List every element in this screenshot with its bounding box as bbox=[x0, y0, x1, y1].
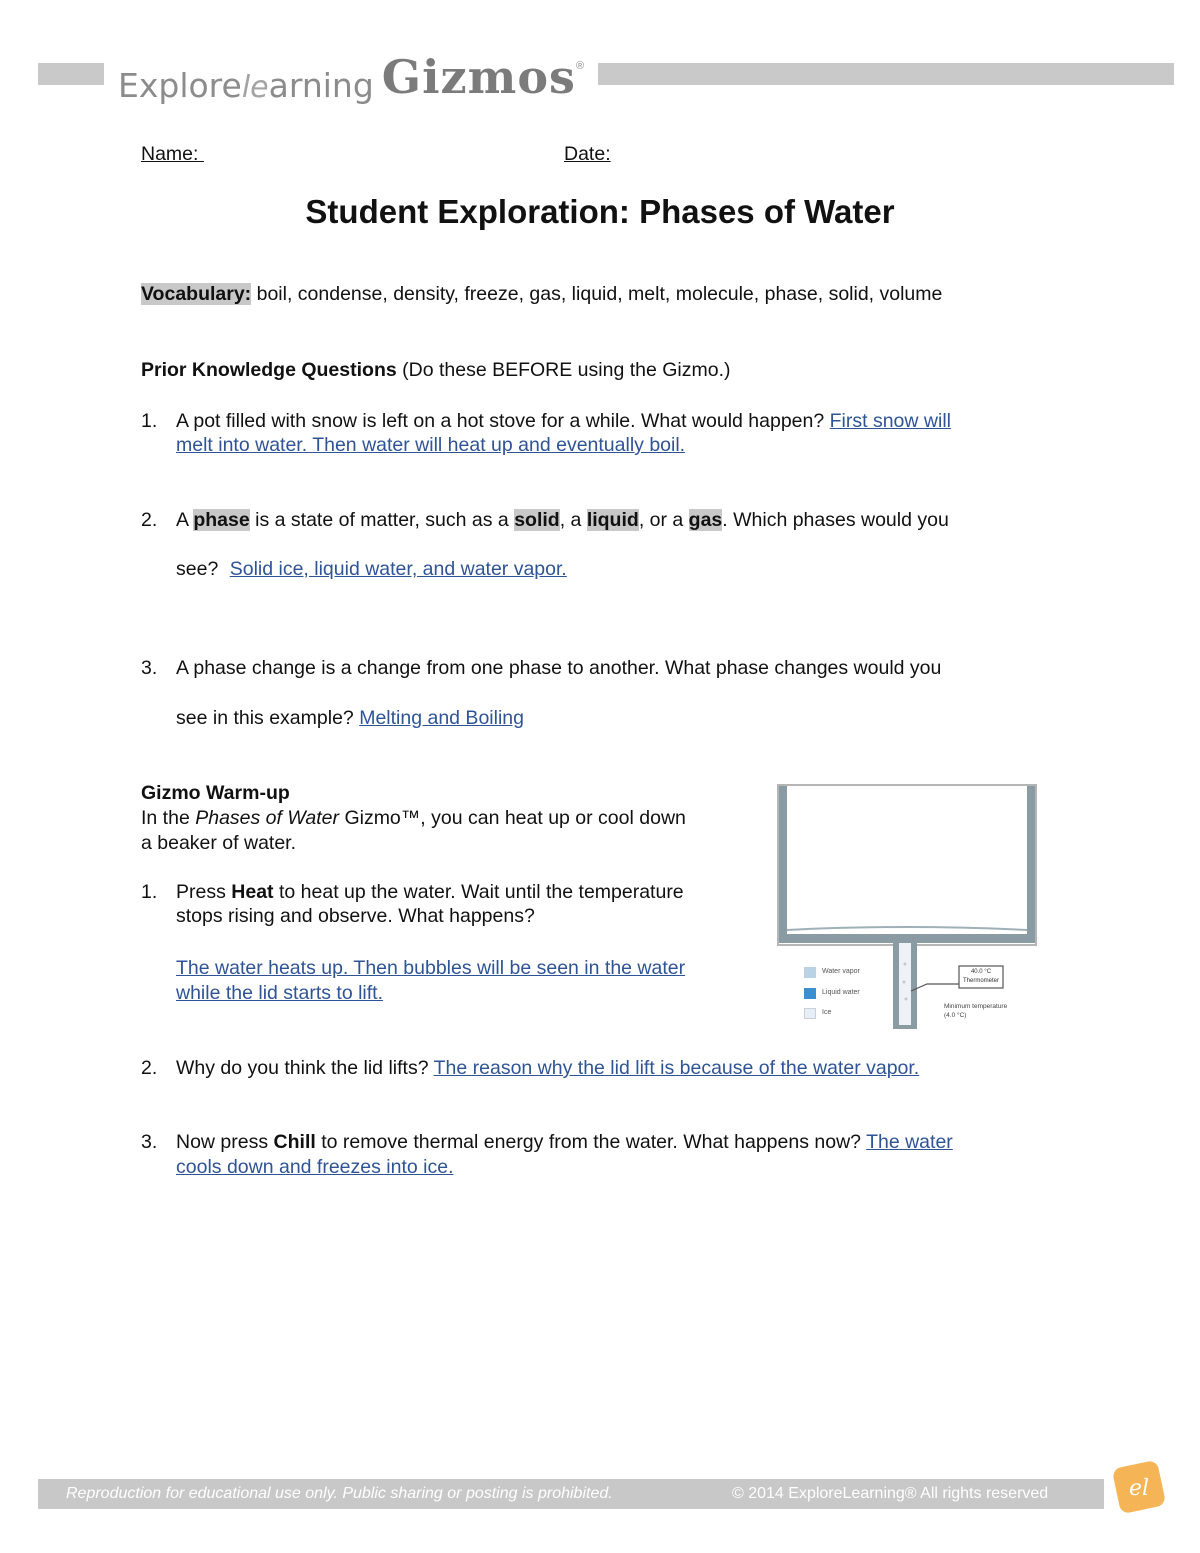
phases-of-water-diagram bbox=[777, 784, 1037, 1030]
prior-q1-number: 1. bbox=[141, 410, 158, 432]
prior-knowledge-heading bbox=[141, 359, 731, 382]
legend-liquid: Liquid water bbox=[822, 989, 860, 996]
warmup-q1-answer-1[interactable]: The water heats up. Then bubbles will be seen in the water bbox=[176, 957, 686, 979]
term-phase: phase bbox=[193, 509, 250, 531]
page-title: Student Exploration: Phases of Water bbox=[305, 193, 895, 230]
brand-script: le bbox=[241, 70, 269, 105]
chill-term: Chill bbox=[273, 1131, 316, 1153]
legend-ice: Ice bbox=[822, 1009, 832, 1016]
term-solid: solid bbox=[514, 509, 560, 531]
heat-term: Heat bbox=[231, 881, 274, 903]
legend-swatch-vapor bbox=[804, 967, 816, 978]
prior-q2-number: 2. bbox=[141, 509, 158, 531]
prior-q2: A phase is a state of matter, such as a solid, a liquid, or a gas. Which phases would you bbox=[176, 509, 949, 531]
warmup-q3-answer-2[interactable]: cools down and freezes into ice. bbox=[176, 1156, 454, 1178]
date-label: Date: bbox=[564, 143, 611, 165]
brand-gizmos: Gizmos bbox=[381, 50, 576, 104]
explorelearning-badge-icon bbox=[1110, 1458, 1168, 1516]
warmup-q2-answer[interactable]: The reason why the lid lift is because of the water vapor. bbox=[433, 1057, 920, 1079]
warmup-q1-text-2: stops rising and observe. What happens? bbox=[176, 905, 535, 927]
warmup-q2-text: Why do you think the lid lifts? bbox=[176, 1057, 429, 1079]
date-field[interactable] bbox=[564, 143, 611, 166]
warmup-intro-2: a beaker of water. bbox=[141, 832, 297, 854]
brand-reg: ® bbox=[575, 60, 585, 72]
name-field[interactable] bbox=[141, 143, 204, 166]
brand-learning: arning bbox=[268, 66, 374, 105]
thermometer-label: Thermometer bbox=[962, 978, 999, 984]
warmup-q2-number: 2. bbox=[141, 1057, 158, 1079]
prior-q1-answer-1[interactable]: First snow will bbox=[829, 410, 951, 432]
prior-q1-answer-2[interactable]: melt into water. Then water will heat up and eventually boil. bbox=[176, 434, 686, 456]
header-bar-right bbox=[598, 63, 1174, 85]
footer-disclaimer: Reproduction for educational use only. Public sharing or posting is prohibited. bbox=[66, 1485, 613, 1502]
legend-vapor: Water vapor bbox=[822, 968, 860, 975]
warmup-q2 bbox=[176, 1057, 919, 1080]
explorelearning-gizmos-logo bbox=[118, 44, 585, 105]
prior-q2-see: see? bbox=[176, 558, 219, 580]
legend-swatch-ice bbox=[804, 1008, 816, 1019]
warmup-q3-answer-1[interactable]: The water bbox=[866, 1131, 953, 1153]
prior-q3-text: A phase change is a change from one phase to another. What phase changes would you bbox=[176, 657, 942, 679]
vocabulary bbox=[141, 283, 942, 306]
header-bar-left bbox=[38, 63, 104, 85]
prior-q3-answer[interactable]: Melting and Boiling bbox=[359, 707, 524, 729]
prior-q2-answer[interactable]: Solid ice, liquid water, and water vapor. bbox=[229, 558, 567, 580]
thermometer-value: 40.0 °C bbox=[970, 969, 992, 975]
legend-swatch-liquid bbox=[804, 988, 816, 999]
name-label: Name: bbox=[141, 143, 199, 165]
prior-q3-text-2: see in this example? bbox=[176, 707, 354, 729]
warmup-intro: In the Phases of Water Gizmo™, you can heat up or cool down bbox=[141, 807, 686, 829]
vocabulary-label: Vocabulary: bbox=[141, 283, 252, 305]
term-gas: gas bbox=[688, 509, 723, 531]
warmup-heading: Gizmo Warm-up bbox=[141, 782, 290, 804]
prior-q1-text: A pot filled with snow is left on a hot stove for a while. What would happen? bbox=[176, 410, 825, 432]
brand-explore: Explore bbox=[118, 66, 242, 105]
term-liquid: liquid bbox=[586, 509, 639, 531]
prior-note: (Do these BEFORE using the Gizmo.) bbox=[402, 359, 731, 381]
warmup-q1: Press Heat to heat up the water. Wait until the temperature bbox=[176, 881, 684, 903]
prior-heading-text: Prior Knowledge Questions bbox=[141, 359, 397, 381]
warmup-q1-answer-2[interactable]: while the lid starts to lift. bbox=[176, 982, 383, 1004]
min-temp-value: (4.0 °C) bbox=[944, 1012, 967, 1019]
gizmo-name: Phases of Water bbox=[195, 807, 340, 829]
vocabulary-terms: boil, condense, density, freeze, gas, liquid, melt, molecule, phase, solid, volume bbox=[256, 283, 943, 305]
warmup-q3-number: 3. bbox=[141, 1131, 158, 1153]
min-temp-caption: Minimum temperature bbox=[944, 1003, 1008, 1010]
prior-q3-number: 3. bbox=[141, 657, 158, 679]
warmup-q1-number: 1. bbox=[141, 881, 158, 903]
badge-logo-text: el bbox=[1128, 1476, 1150, 1501]
prior-q1 bbox=[176, 410, 951, 433]
footer-copyright: © 2014 ExploreLearning® All rights reserved bbox=[732, 1485, 1049, 1502]
warmup-q3: Now press Chill to remove thermal energy from the water. What happens now? The water bbox=[176, 1131, 953, 1153]
